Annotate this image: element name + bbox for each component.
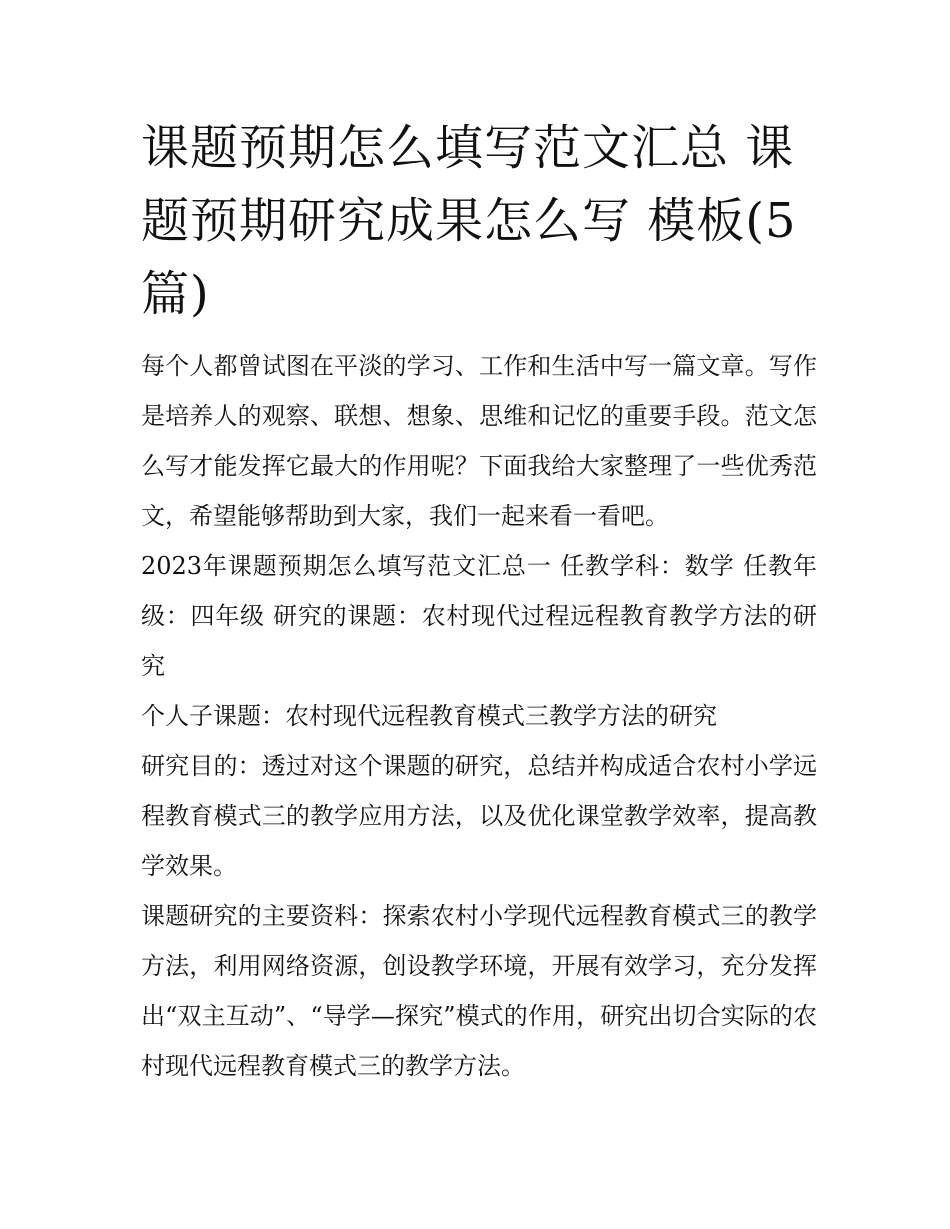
document-title: 课题预期怎么填写范文汇总 课题预期研究成果怎么写 模板(5篇) xyxy=(141,120,797,322)
intro-paragraph: 每个人都曾试图在平淡的学习、工作和生活中写一篇文章。写作是培养人的观察、联想、想象、思维和记忆的重要手段。范文怎么写才能发挥它最大的作用呢？下面我给大家整理了一些优秀范文，希望能够帮助到大家，我们一起来看一看吧。 xyxy=(141,352,817,530)
research-content-paragraph: 课题研究的主要资料：探索农村小学现代远程教育模式三的教学方法，利用网络资源，创设教学环境，开展有效学习，充分发挥出“双主互动”、“导学—探究”模式的作用，研究出切合实际的农村现代远程教育模式三的教学方法。 xyxy=(141,902,817,1080)
sub-topic-paragraph: 个人子课题：农村现代远程教育模式三教学方法的研究 xyxy=(141,702,717,730)
document-page xyxy=(141,112,817,1091)
research-purpose-paragraph: 研究目的：透过对这个课题的研究，总结并构成适合农村小学远程教育模式三的教学应用方法，以及优化课堂教学效率，提高教学效果。 xyxy=(141,752,817,880)
subject-info-paragraph: 2023年课题预期怎么填写范文汇总一 任教学科：数学 任教年级：四年级 研究的课题：农村现代过程远程教育教学方法的研究 xyxy=(141,552,817,680)
